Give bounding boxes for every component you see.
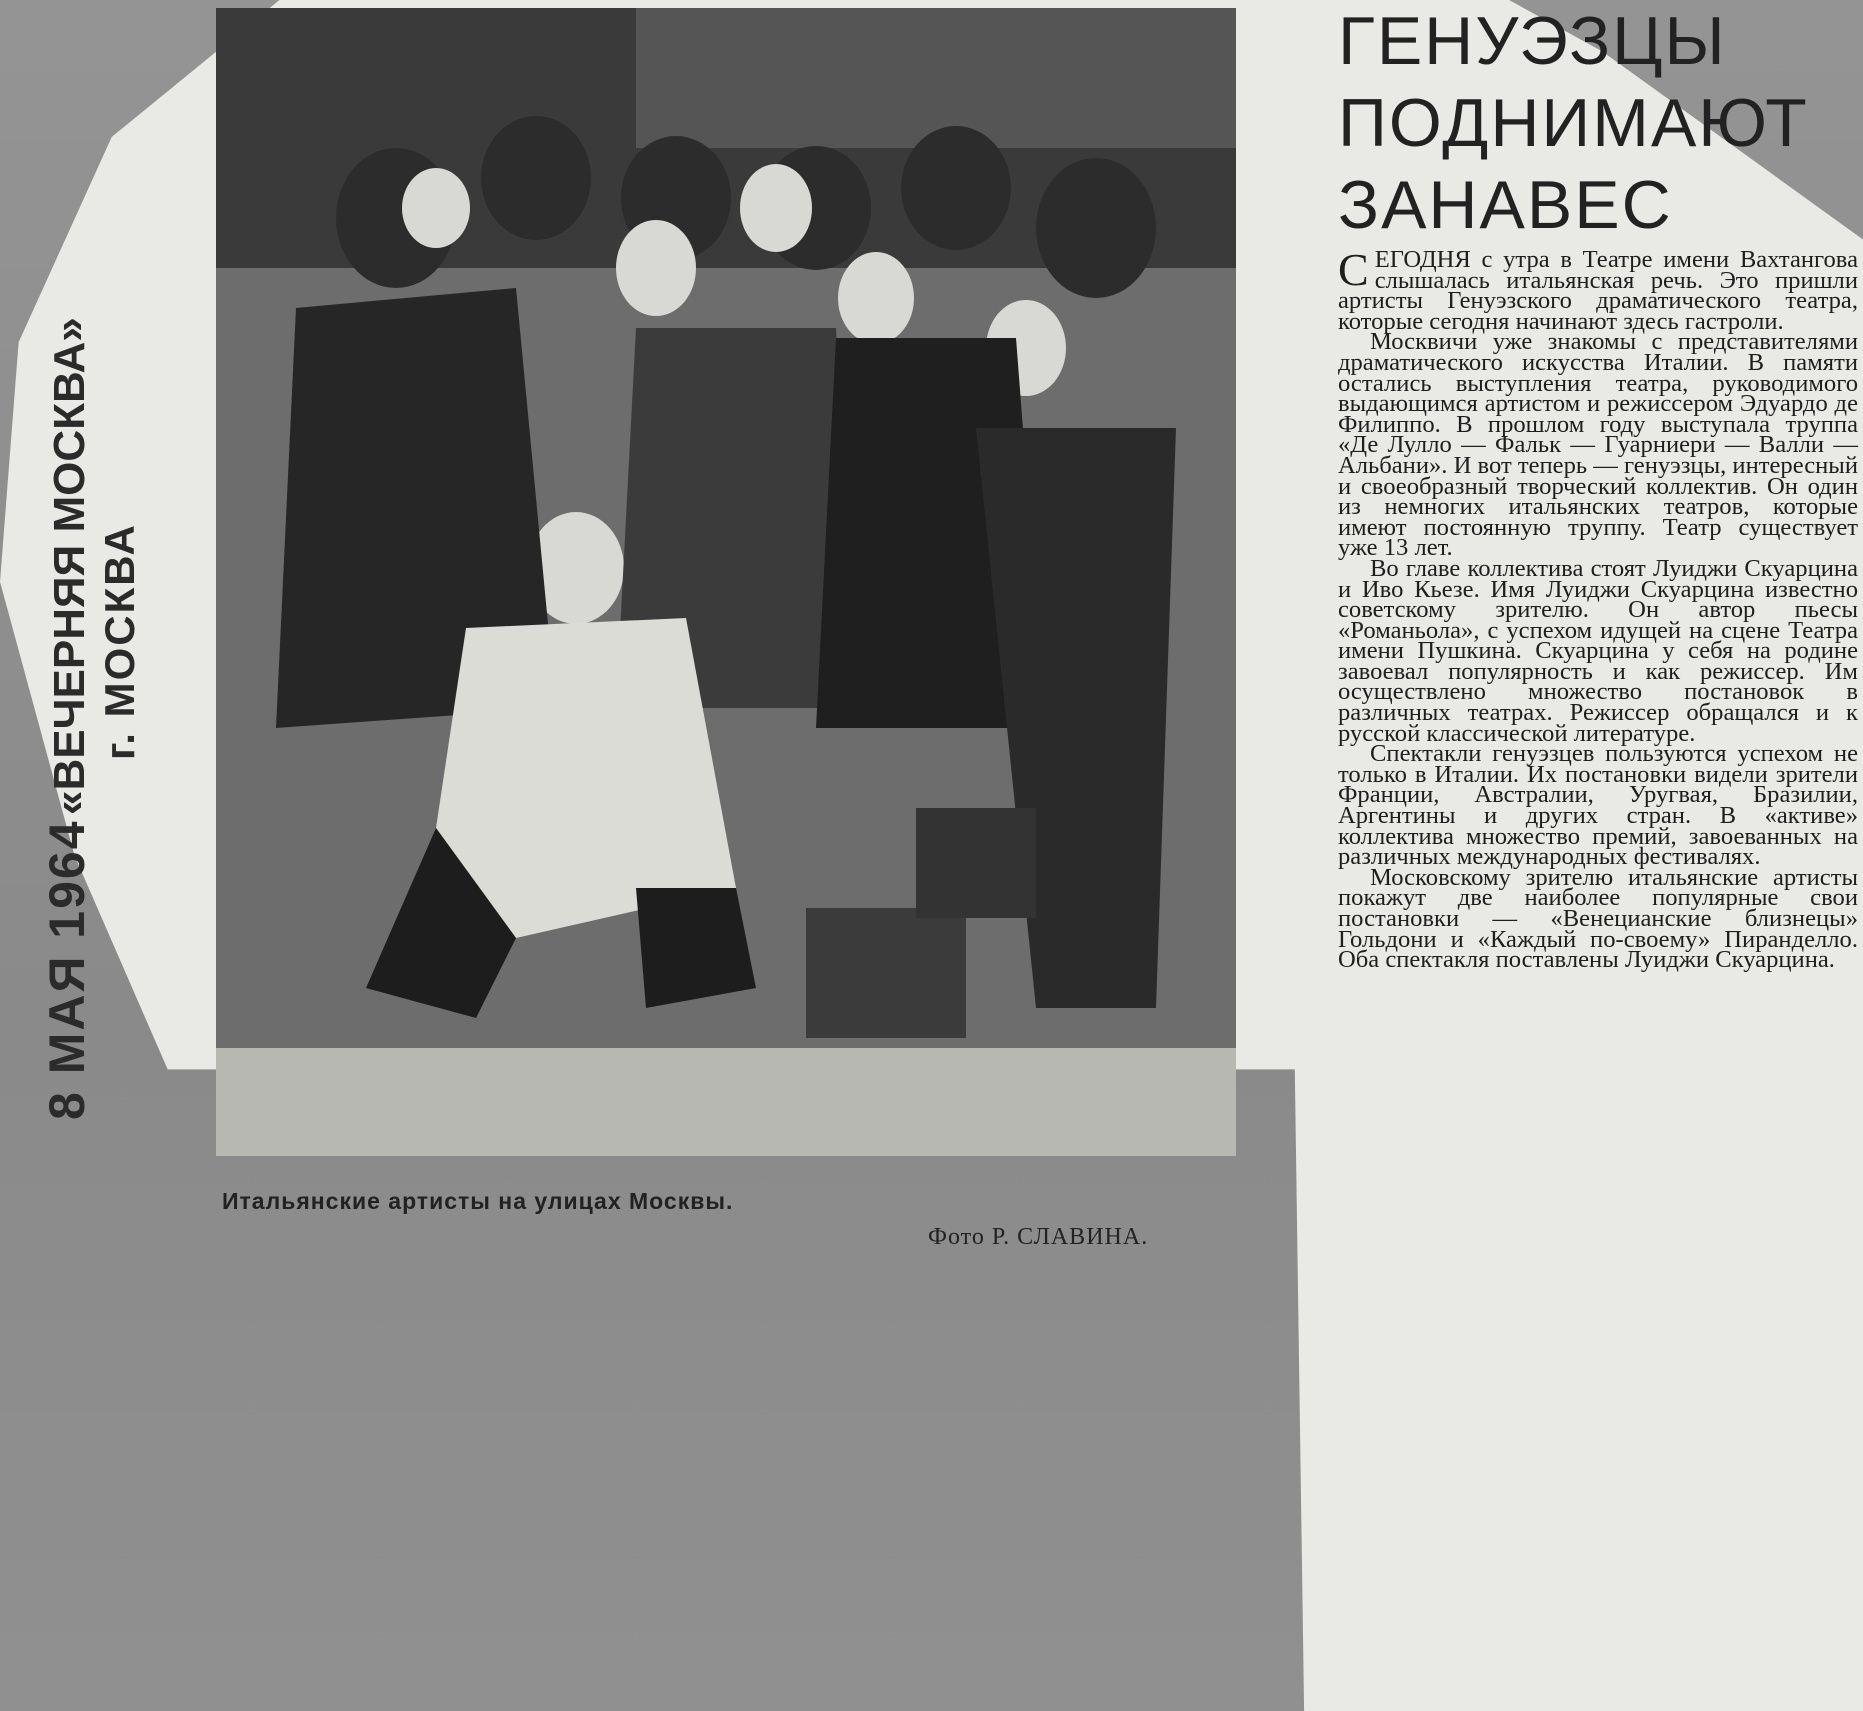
article-paragraph: Московскому зрителю итальянские артисты покажут две наиболее популярные свои постановки — «Венецианские близнецы» Гольдони и «Каждый по-своему» Пиранделло. Оба спектакля поставлены Луиджи Скуарцина. bbox=[1338, 863, 1858, 974]
photo-caption: Итальянские артисты на улицах Москвы. bbox=[222, 1188, 734, 1214]
headline-line: ЗАНАВЕС bbox=[1338, 167, 1673, 243]
article-paragraph: Москвичи уже знакомы с представителями драматического искусства Италии. В памяти остались выступления театра, руководимого выдающимся артистом и режиссером Эдуардо де Филиппо. В прошлом году выступала труппа «Де Лулло — Фальк — Гуарниери — Валли — Альбани». И вот теперь — генуэзцы, интересный и своеобразный творческий коллектив. Он один из немногих итальянских театров, которые имеют постоянную труппу. Театр существует уже 13 лет. bbox=[1338, 328, 1858, 562]
article-paragraph-text: ЕГОДНЯ с утра в Театре имени Вахтангова слышалась итальянская речь. Это пришли артисты Генуэзского драматического театра, которые сегодня начинают здесь гастроли. bbox=[1338, 246, 1858, 335]
article-body bbox=[1338, 244, 1858, 974]
stamp-date: 8 МАЯ 1964 bbox=[39, 819, 95, 1120]
headline-line: ГЕНУЭЗЦЫ bbox=[1338, 3, 1727, 79]
article-paragraph bbox=[1338, 244, 1858, 335]
article-paragraph: Спектакли генуэзцев пользуются успехом не только в Италии. Их постановки видели зрители Франции, Австралии, Уругвая, Бразилии, Аргентины и других стран. В «активе» коллектива множество премий, завоеванных на различных международных фестивалях. bbox=[1338, 740, 1858, 871]
date-stamp bbox=[38, 317, 96, 1120]
drop-cap: С bbox=[1338, 244, 1369, 295]
photo-illustration bbox=[216, 8, 1236, 1156]
headline bbox=[1338, 0, 1809, 246]
headline-line: ПОДНИМАЮТ bbox=[1338, 85, 1809, 161]
stamp-newspaper: «ВЕЧЕРНЯЯ МОСКВА» bbox=[45, 317, 94, 816]
news-photo bbox=[216, 8, 1236, 1156]
article-paragraph: Во главе коллектива стоят Луиджи Скуарцина и Иво Кьезе. Имя Луиджи Скуарцина известно советскому зрителю. Он автор пьесы «Романьола», с успехом идущей на сцене Театра имени Пушкина. Скуарцина у себя на родине завоевал популярность и как режиссер. Им осуществлено множество постановок в различных театрах. Режиссер обращался и к русской классической литературе. bbox=[1338, 554, 1858, 747]
photo-credit: Фото Р. СЛАВИНА. bbox=[928, 1224, 1149, 1250]
stamp-city: г. МОСКВА bbox=[96, 523, 143, 760]
